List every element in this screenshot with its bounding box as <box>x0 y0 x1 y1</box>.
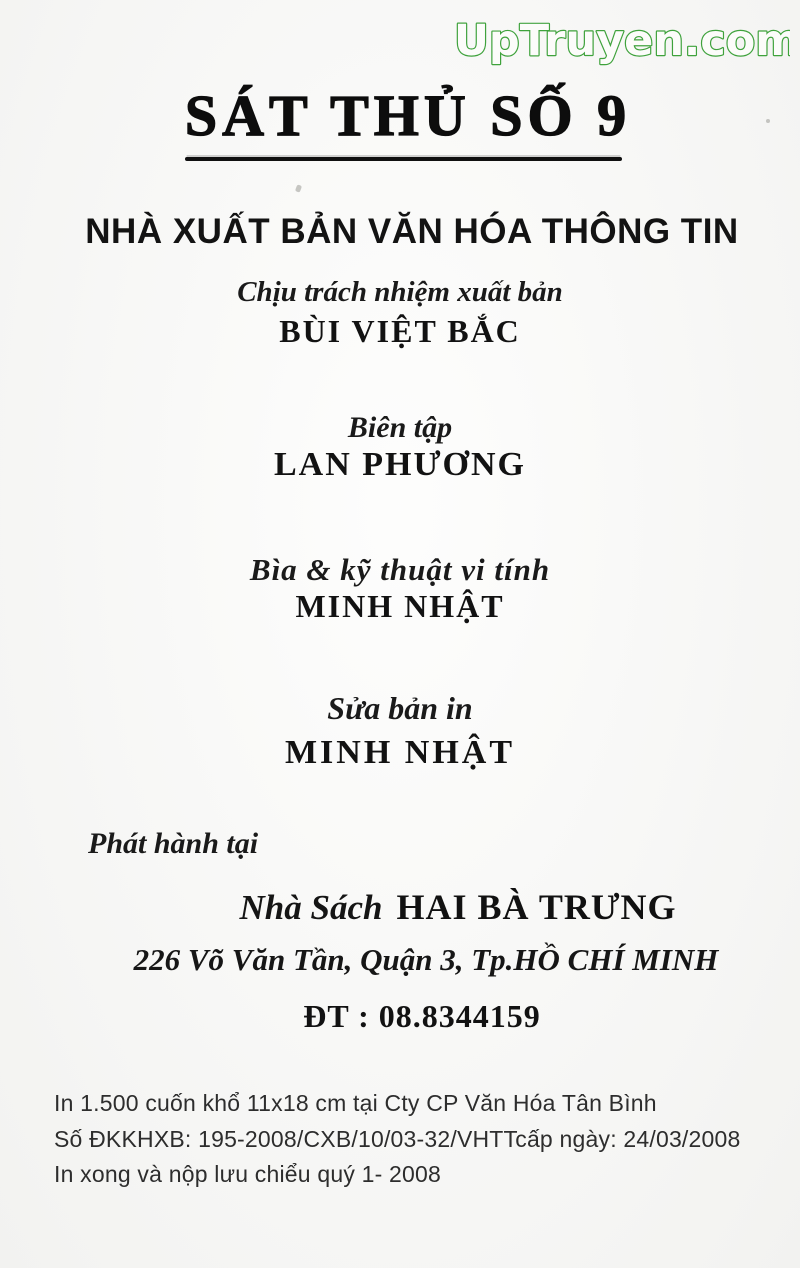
credit-name-cover-design: MINH NHẬT <box>295 588 505 624</box>
scan-speck <box>295 184 302 192</box>
print-info-line-2: Số ĐKKHXB: 195-2008/CXB/10/03-32/VHTTcấp ngày: 24/03/2008 <box>54 1125 741 1152</box>
watermark-outline-text-graphic <box>450 8 790 70</box>
scan-speck <box>766 119 770 123</box>
credit-role-editor: Biên tập <box>347 411 453 444</box>
credit-name-editor: LAN PHƯƠNG <box>273 446 526 483</box>
print-info-line-1: In 1.500 cuốn khổ 11x18 cm tại Cty CP Văn Hóa Tân Bình <box>54 1090 657 1116</box>
store-phone: ĐT : 08.8344159 <box>303 998 541 1034</box>
store-address: 226 Võ Văn Tần, Quận 3, Tp.HỒ CHÍ MINH <box>133 942 719 977</box>
distribution-label: Phát hành tại <box>88 827 259 860</box>
credit-role-cover-design: Bìa & kỹ thuật vi tính <box>249 552 551 587</box>
print-registration-info <box>54 1086 772 1193</box>
credit-name-proofreader: MINH NHẬT <box>284 734 516 771</box>
store-name: HAI BÀ TRƯNG <box>396 887 677 927</box>
site-watermark <box>450 8 790 75</box>
book-title: SÁT THỦ SỐ 9 <box>184 83 632 148</box>
credit-role-proofreader: Sửa bản in <box>327 690 473 726</box>
title-underline <box>185 157 622 161</box>
store-line <box>58 886 800 928</box>
store-prefix: Nhà Sách <box>239 888 383 927</box>
watermark-text: UpTruyen.com <box>454 16 790 66</box>
credit-name-responsible: BÙI VIỆT BẮC <box>279 313 521 349</box>
print-info-line-3: In xong và nộp lưu chiểu quý 1- 2008 <box>54 1161 442 1187</box>
credit-role-responsible: Chịu trách nhiệm xuất bản <box>237 276 563 308</box>
publisher-name: NHÀ XUẤT BẢN VĂN HÓA THÔNG TIN <box>85 212 739 251</box>
